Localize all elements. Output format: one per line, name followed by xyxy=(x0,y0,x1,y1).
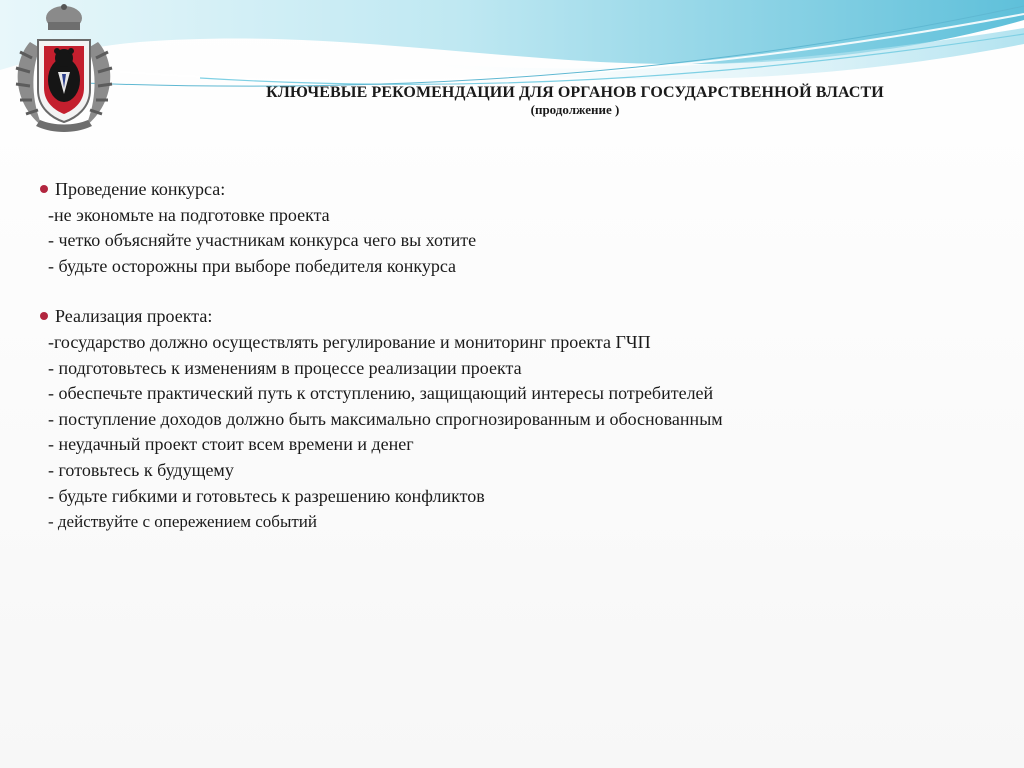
list-item: - действуйте с опережением событий xyxy=(48,512,317,532)
slide-content xyxy=(40,177,1010,560)
bullet-icon xyxy=(40,185,48,193)
section-heading-text: Реализация проекта: xyxy=(55,306,213,327)
list-item: - будьте гибкими и готовьтесь к разрешению конфликтов xyxy=(48,485,485,506)
section-contest xyxy=(40,177,1010,279)
bullet-icon xyxy=(40,312,48,320)
list-item: - поступление доходов должно быть максимально спрогнозированным и обоснованным xyxy=(48,408,723,429)
list-item: - будьте осторожны при выборе победителя конкурса xyxy=(48,255,457,276)
coat-of-arms-icon xyxy=(2,2,126,138)
list-item: - подготовьтесь к изменениям в процессе реализации проекта xyxy=(48,357,522,378)
list-item: - готовьтесь к будущему xyxy=(48,459,234,480)
list-item: - неудачный проект стоит всем времени и денег xyxy=(48,434,414,455)
slide-title: КЛЮЧЕВЫЕ РЕКОМЕНДАЦИИ ДЛЯ ОРГАНОВ ГОСУДАРСТВЕННОЙ ВЛАСТИ xyxy=(266,84,884,101)
section-heading-text: Проведение конкурса: xyxy=(55,179,226,199)
list-item: - обеспечьте практический путь к отступлению, защищающий интересы потребителей xyxy=(48,383,714,404)
list-item: -не экономьте на подготовке проекта xyxy=(48,204,330,225)
section-heading xyxy=(40,177,1010,203)
section-heading xyxy=(40,304,1010,330)
slide-subtitle: (продолжение ) xyxy=(530,102,620,117)
list-item: -государство должно осуществлять регулирование и мониторинг проекта ГЧП xyxy=(48,331,651,352)
list-item: - четко объясняйте участникам конкурса чего вы хотите xyxy=(48,230,477,251)
header-wave-decoration xyxy=(0,0,1024,140)
section-implementation xyxy=(40,304,1010,534)
